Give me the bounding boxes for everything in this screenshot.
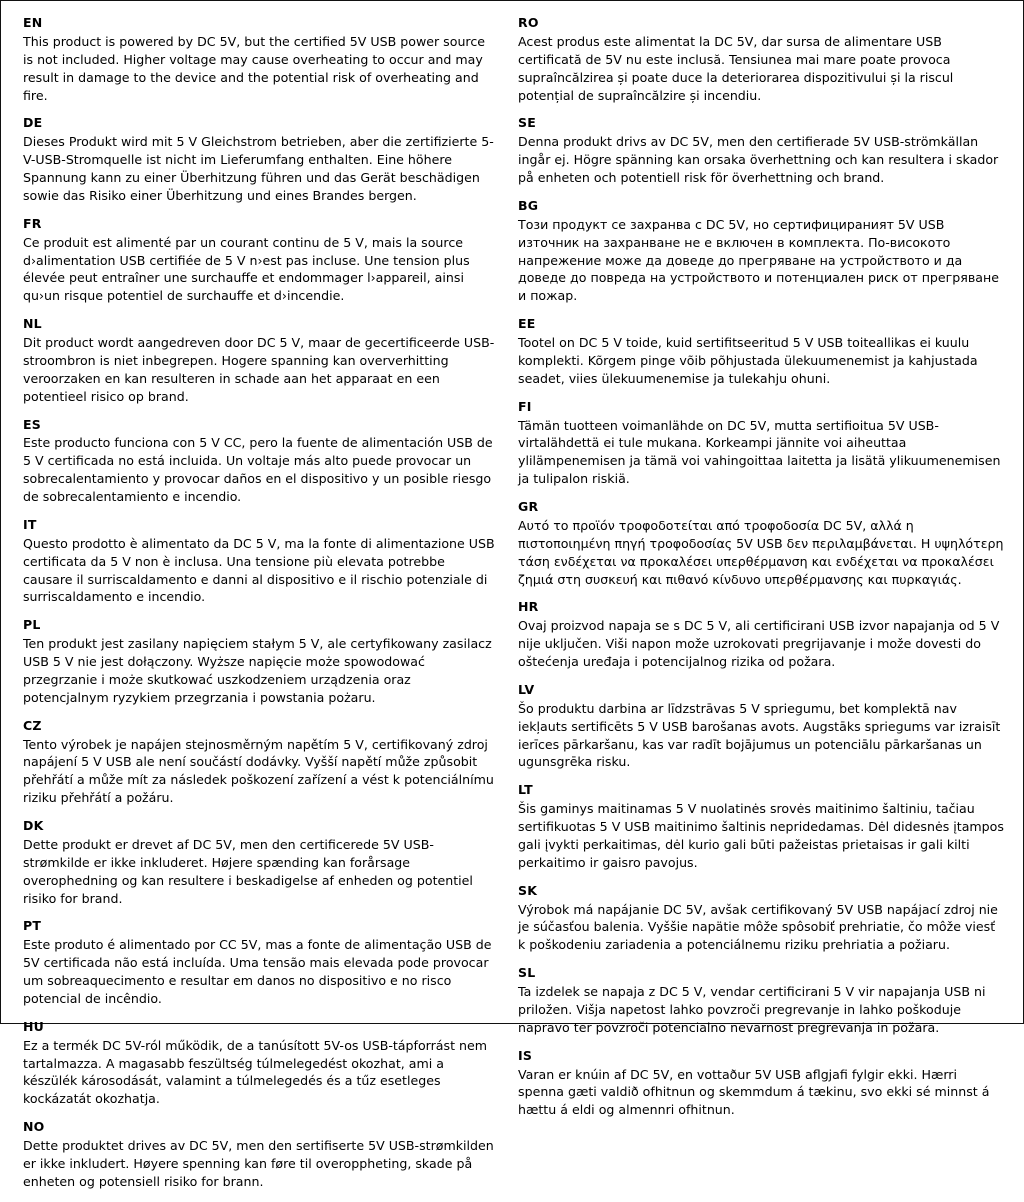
language-text: Denna produkt drivs av DC 5V, men den certifierade 5V USB-strömkällan ingår ej. Högre spänning kan orsaka överhettning och kan resultera i skador på enheten och potentiell risk för överhettning och brand.: [518, 134, 999, 185]
language-code: CZ: [23, 717, 42, 733]
language-entry-gr: [518, 499, 1005, 588]
language-entry-pt: [23, 918, 496, 1007]
language-entry-pl: [23, 617, 496, 706]
language-code: BG: [518, 197, 539, 213]
language-entry-hr: [518, 599, 1005, 671]
language-entry-is: [518, 1048, 1005, 1120]
language-entry-en: [23, 15, 496, 104]
language-text: Dieses Produkt wird mit 5 V Gleichstrom betrieben, aber die zertifizierte 5-V-USB-Stromquelle ist nicht im Lieferumfang enthalten. Eine höhere Spannung kann zu einer Überhitzung führen und das Gerät beschädigen sowie das Risiko einer Überhitzung und eines Brandes bergen.: [23, 134, 494, 203]
language-text: Šis gaminys maitinamas 5 V nuolatinės srovės maitinimo šaltiniu, tačiau sertifikuotas 5 V USB maitinimo šaltinis nepridedamas. Dėl didesnės įtampos gali įvykti perkaitimas, dėl kurio gali būti pažeistas prietaisas ir gali kilti perkaitimo ir gaisro pavojus.: [518, 801, 1004, 870]
language-code: HU: [23, 1018, 45, 1034]
language-entry-sk: [518, 883, 1005, 955]
language-entry-dk: [23, 818, 496, 907]
language-code: LT: [518, 782, 533, 798]
language-code: LV: [518, 681, 535, 697]
language-code: GR: [518, 499, 539, 514]
language-code: RO: [518, 15, 539, 30]
language-entry-lt: [518, 782, 1005, 871]
language-text: Αυτό το προϊόν τροφοδοτείται από τροφοδοσία DC 5V, αλλά η πιστοποιημένη πηγή τροφοδοσίας 5V USB δεν περιλαμβάνεται. Η υψηλότερη τάση ενδέχεται να προκαλέσει υπερθέρμανση και ενδέχεται να προκαλέσει ζημιά στη συσκευή και πιθανό κίνδυνο υπερθέρμανσης και πυρκαγιάς.: [518, 517, 1004, 587]
language-code: PT: [23, 918, 42, 934]
language-text: Dit product wordt aangedreven door DC 5 V, maar de gecertificeerde USB-stroombron is niet inbegrepen. Hogere spanning kan oververhitting veroorzaken en kan resulteren in schade aan het apparaat en een potentieel risico op brand.: [23, 335, 495, 404]
language-code: DE: [23, 115, 43, 131]
language-code: SK: [518, 882, 538, 898]
language-text: Ez a termék DC 5V-ról működik, de a tanúsított 5V-os USB-tápforrást nem tartalmazza. A magasabb feszültség túlmelegedést okozhat, ami a készülék károsodását, valamint a túlmelegedés és a tűz esetleges kockázatát okozhatja.: [23, 1037, 488, 1107]
language-entry-fi: [518, 399, 1005, 488]
language-code: PL: [23, 617, 41, 633]
language-entry-lv: [518, 682, 1005, 771]
language-code: IS: [518, 1047, 533, 1063]
language-text: Varan er knúin af DC 5V, en vottaður 5V USB aflgjafi fylgir ekki. Hærri spenna gæti valdið ofhitnun og skemmdum á tækinu, svo ekki sé minnst á hættu á eldi og almennri ofhitnun.: [518, 1066, 990, 1118]
language-text: Tootel on DC 5 V toide, kuid sertifitseeritud 5 V USB toiteallikas ei kuulu komplekti. Kõrgem pinge võib põhjustada ülekuumenemist ja kahjustada seadet, viies ülekuumenemise ja tulekahju ohuni.: [518, 335, 978, 386]
language-text: Questo prodotto è alimentato da DC 5 V, ma la fonte di alimentazione USB certificata da 5 V non è inclusa. Una tensione più elevata potrebbe causare il surriscaldamento e danni al dispositivo e il rischio potenziale di surriscaldamento e incendio.: [23, 535, 495, 605]
language-code: HR: [518, 599, 539, 615]
language-entry-se: [518, 115, 1005, 187]
language-entry-it: [23, 517, 496, 606]
language-text: Ta izdelek se napaja z DC 5 V, vendar certificirani 5 V vir napajanja USB ni priložen. Višja napetost lahko povzroči pregrevanje in lahko poškoduje napravo ter povzroči potencialno nevarnost pregrevanja in požara.: [518, 984, 986, 1035]
language-text: Ovaj proizvod napaja se s DC 5 V, ali certificirani USB izvor napajanja od 5 V nije uključen. Viši napon može uzrokovati pregrijavanje i može dovesti do oštećenja uređaja i potencijalnog rizika od požara.: [518, 618, 1000, 669]
language-entry-no: [23, 1119, 496, 1191]
language-entry-ee: [518, 316, 1005, 388]
language-entry-sl: [518, 965, 1005, 1037]
language-text: Ce produit est alimenté par un courant continu de 5 V, mais la source d›alimentation USB certifiée de 5 V n›est pas incluse. Une tension plus élevée peut entraîner une surchauffe et endommager l›appareil, ainsi qu›un risque potentiel de surchauffe et d›incendie.: [23, 234, 470, 304]
language-entry-de: [23, 115, 496, 204]
right-column: [514, 15, 1005, 1130]
language-text: Este producto funciona con 5 V CC, pero la fuente de alimentación USB de 5 V certificada no está incluida. Un voltaje más alto puede provocar un sobrecalentamiento y provocar daños en el dispositivo y un posible riesgo de sobrecalentamiento e incendio.: [23, 435, 493, 504]
language-code: SL: [518, 965, 536, 981]
language-code: EE: [518, 316, 536, 332]
language-text: Výrobok má napájanie DC 5V, avšak certifikovaný 5V USB napájací zdroj nie je súčasťou balenia. Vyššie napätie môže spôsobiť prehriatie, čo môže viesť k poškodeniu zariadenia a potenciálnemu riziku prehriatia a požiaru.: [518, 901, 998, 953]
language-text: Ten produkt jest zasilany napięciem stałym 5 V, ale certyfikowany zasilacz USB 5 V nie jest dołączony. Wyższe napięcie może spowodować przegrzanie i może skutkować uszkodzeniem urządzenia oraz potencjalnym ryzykiem przegrzania i powstania pożaru.: [23, 636, 492, 705]
language-entry-cz: [23, 718, 496, 807]
language-code: FR: [23, 215, 42, 231]
language-entry-es: [23, 417, 496, 506]
language-code: FI: [518, 398, 532, 414]
notice-columns: [1, 1, 1023, 1189]
language-code: ES: [23, 416, 41, 432]
language-code: NL: [23, 316, 42, 332]
language-entry-bg: [518, 198, 1005, 305]
language-entry-ro: [518, 15, 1005, 104]
language-text: Acest produs este alimentat la DC 5V, dar sursa de alimentare USB certificată de 5V nu este inclusă. Tensiunea mai mare poate provoca supraîncălzirea și poate duce la deteriorarea dispozitivului și la riscul potențial de supraîncălzire și incendiu.: [518, 33, 954, 103]
language-code: NO: [23, 1119, 45, 1135]
language-code: IT: [23, 516, 37, 532]
language-code: DK: [23, 818, 44, 833]
language-code: SE: [518, 115, 536, 131]
language-text: Dette produkt er drevet af DC 5V, men den certificerede 5V USB-strømkilde er ikke inkluderet. Højere spænding kan forårsage overophedning og kan resultere i beskadigelse af enheden og potentiel risiko for brand.: [23, 836, 473, 906]
language-text: Tento výrobek je napájen stejnosměrným napětím 5 V, certifikovaný zdroj napájení 5 V USB ale není součástí dodávky. Vyšší napětí může způsobit přehřátí a může mít za následek poškození zařízení a vést k potenciálnímu riziku přehřátí a požáru.: [23, 736, 494, 806]
language-entry-hu: [23, 1019, 496, 1108]
language-text: Този продукт се захранва с DC 5V, но сертифицираният 5V USB източник на захранване не е включен в комплекта. По-високото напрежение може да доведе до прегряване на устройството и да доведе до повреда на устройството и потенциален риск от прегряване и пожар.: [518, 216, 999, 304]
language-text: Tämän tuotteen voimanlähde on DC 5V, mutta sertifioitua 5V USB-virtalähdettä ei tule mukana. Korkeampi jännite voi aiheuttaa ylilämpenemisen ja tämä voi vahingoittaa laitetta ja lisätä ylikuumenemisen ja tulipalon riskiä.: [518, 417, 1001, 487]
language-entry-fr: [23, 216, 496, 305]
language-text: Este produto é alimentado por CC 5V, mas a fonte de alimentação USB de 5V certificada não está incluída. Uma tensão mais elevada pode provocar um sobreaquecimento e resultar em danos no dispositivo e no risco potencial de incêndio.: [23, 937, 492, 1006]
language-code: EN: [23, 15, 43, 30]
language-entry-nl: [23, 316, 496, 405]
language-text: Šo produktu darbina ar līdzstrāvas 5 V spriegumu, bet komplektā nav iekļauts sertificēts 5 V USB barošanas avots. Augstāks spriegums var izraisīt ierīces pārkaršanu, kas var radīt bojājumus un potenciālu pārkaršanas un ugunsgrēka risku.: [518, 700, 1001, 770]
language-text: Dette produktet drives av DC 5V, men den sertifiserte 5V USB-strømkilden er ikke inkludert. Høyere spenning kan føre til overoppheting, skade på enheten og potensiell risiko for brann.: [23, 1138, 494, 1189]
language-text: This product is powered by DC 5V, but the certified 5V USB power source is not included. Higher voltage may cause overheating to occur and may result in damage to the device and the potential risk of overheating and fire.: [23, 33, 486, 103]
